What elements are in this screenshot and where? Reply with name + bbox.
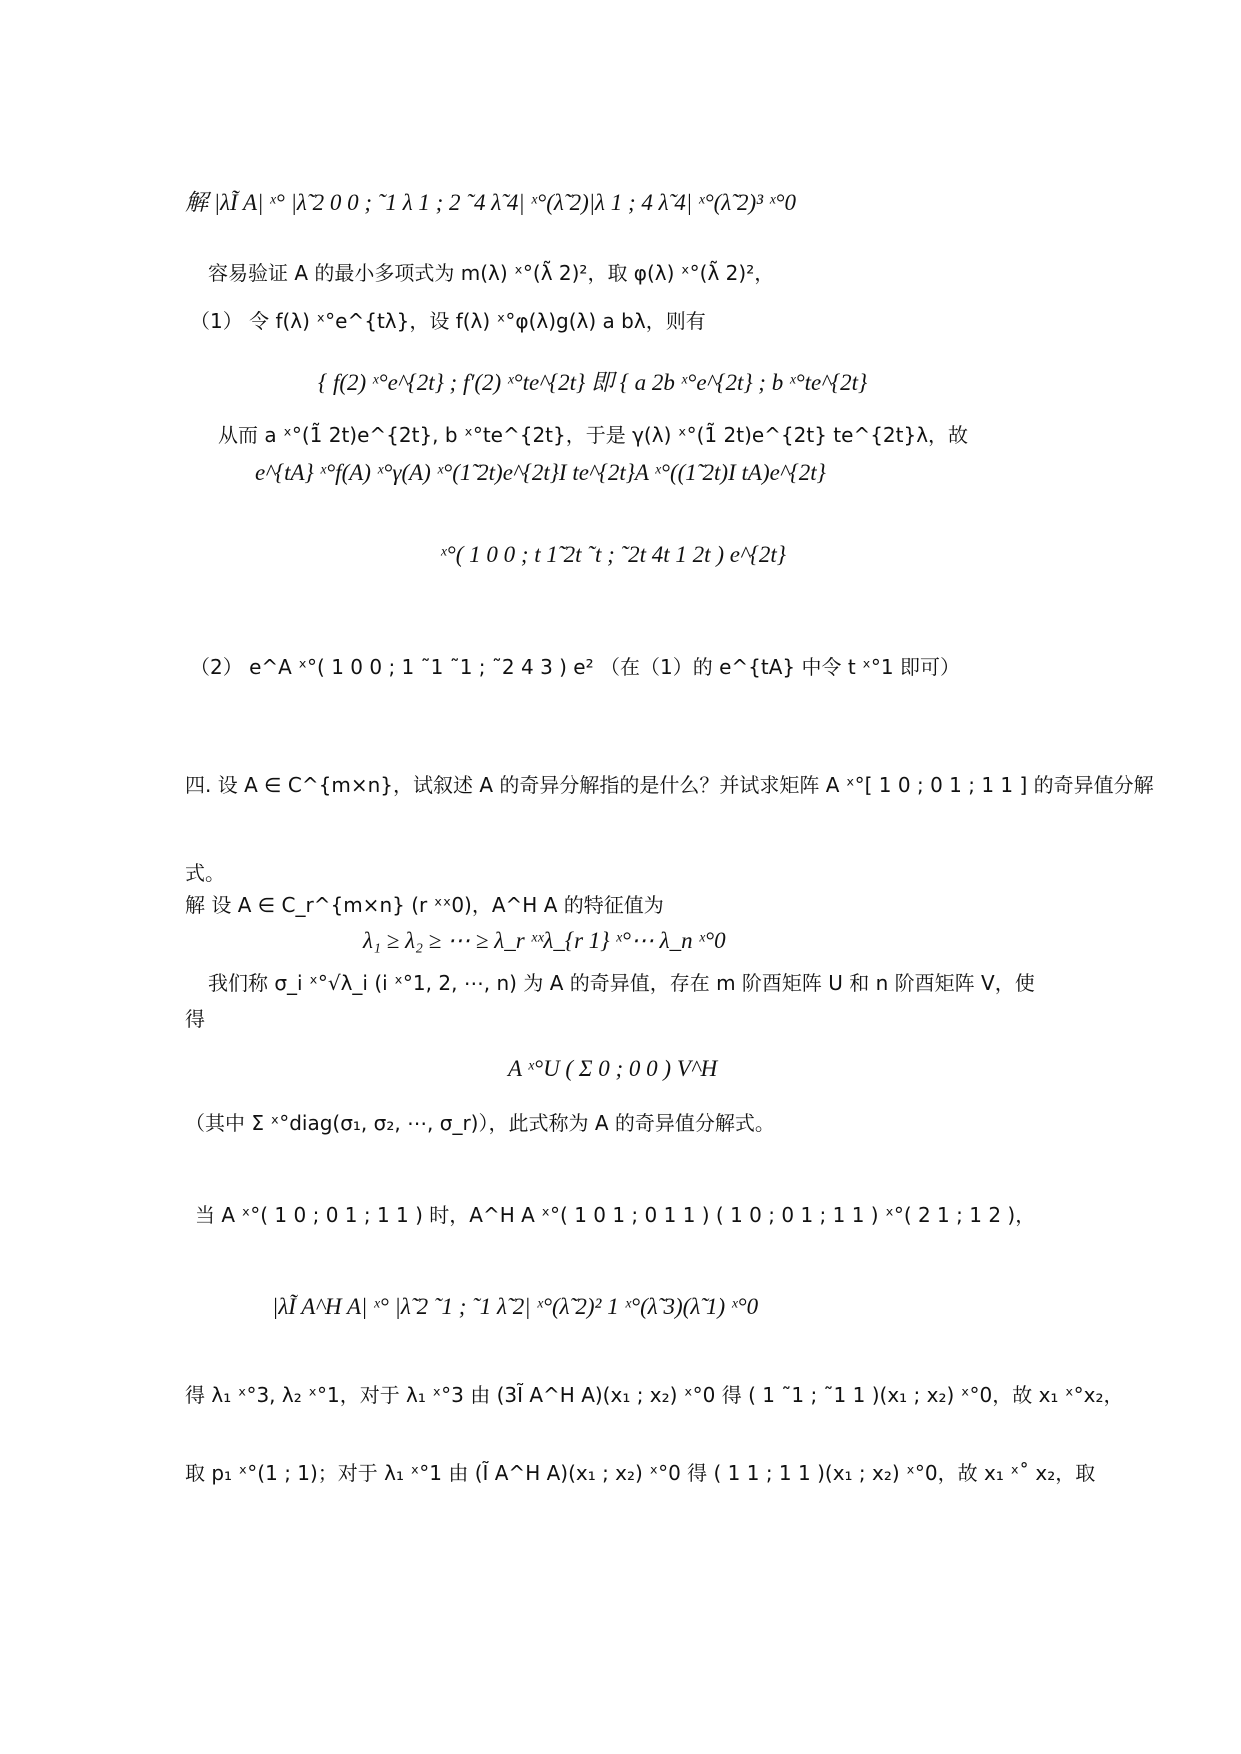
line-determinant: 解 |λĨ A| ˣ° |λ̃ 2 0 0 ; ˜1 λ 1 ; 2 ˜4 λ̃ 4| ˣ°(λ̃ 2)|λ 1 ; 4 λ̃ 4| ˣ°(λ̃ 2)³ ˣ°0 [185, 190, 797, 215]
line-AHA: 当 A ˣ°( 1 0 ; 0 1 ; 1 1 ) 时，A^H A ˣ°( 1 0 1 ; 0 1 1 ) ( 1 0 ; 0 1 ; 1 1 ) ˣ°( 2 1 ; 1 2 )， [195, 1203, 1036, 1227]
line-solution-4: 解 设 A ∈ C_r^{m×n} (r ˣˣ0)，A^H A 的特征值为 [185, 893, 664, 917]
line-etA-matrix: ˣ°( 1 0 0 ; t 1̃ 2t ˜t ; ˜2t 4t 1 2t ) e^{2t} [440, 542, 786, 567]
line-part-1: （1） 令 f(λ) ˣ°e^{tλ}，设 f(λ) ˣ°φ(λ)g(λ) a bλ，则有 [190, 309, 706, 333]
line-minimal-polynomial: 容易验证 A 的最小多项式为 m(λ) ˣ°(λ̃ 2)²，取 φ(λ) ˣ°(λ̃ 2)²， [208, 261, 775, 285]
line-etA: e^{tA} ˣ°f(A) ˣ°γ(A) ˣ°(1̃ 2t)e^{2t}I te^{2t}A ˣ°((1̃ 2t)I tA)e^{2t} [255, 460, 826, 485]
line-eigenvector-2: 取 p₁ ˣ°(1 ; 1)；对于 λ₁ ˣ°1 由 (Ĩ A^H A)(x₁ ; x₂) ˣ°0 得 ( 1 1 ; 1 1 )(x₁ ; x₂) ˣ°0，故 x₁ ˣ˚ x₂，取 [185, 1461, 1096, 1485]
line-eigen-order: λ₁ ≥ λ₂ ≥ ⋯ ≥ λ_r ˣˣλ_{r 1} ˣ°⋯ λ_n ˣ°0 [363, 928, 726, 953]
line-sigma-def: （其中 Σ ˣ°diag(σ₁, σ₂, ⋯, σ_r)），此式称为 A 的奇异值分解式。 [185, 1111, 775, 1135]
line-eigenvector-1: 得 λ₁ ˣ°3, λ₂ ˣ°1，对于 λ₁ ˣ°3 由 (3Ĩ A^H A)(x₁ ; x₂) ˣ°0 得 ( 1 ˜1 ; ˜1 1 )(x₁ ; x₂) ˣ°0，故 x₁ ˣ°x₂， [185, 1383, 1124, 1407]
line-char-poly: |λĨ A^H A| ˣ° |λ̃ 2 ˜1 ; ˜1 λ̃ 2| ˣ°(λ̃ 2)² 1 ˣ°(λ̃ 3)(λ̃ 1) ˣ°0 [272, 1294, 759, 1319]
line-singular-values-cont: 得 [185, 1007, 205, 1031]
line-part-2: （2） e^A ˣ°( 1 0 0 ; 1 ˜1 ˜1 ; ˜2 4 3 ) e² （在（1）的 e^{tA} 中令 t ˣ°1 即可） [190, 655, 960, 679]
line-svd-formula: A ˣ°U ( Σ 0 ; 0 0 ) V^H [508, 1056, 718, 1081]
line-question-4: 四. 设 A ∈ C^{m×n}，试叙述 A 的奇异分解指的是什么？并试求矩阵 A ˣ°[ 1 0 ; 0 1 ; 1 1 ] 的奇异值分解 [185, 773, 1154, 797]
line-singular-values: 我们称 σ_i ˣ°√λ_i (i ˣ°1, 2, ⋯, n) 为 A 的奇异值，存在 m 阶酉矩阵 U 和 n 阶酉矩阵 V，使 [208, 971, 1035, 995]
line-system: { f(2) ˣ°e^{2t} ; f′(2) ˣ°te^{2t} 即 { a 2b ˣ°e^{2t} ; b ˣ°te^{2t} [318, 370, 868, 395]
line-question-4-cont: 式。 [185, 861, 225, 885]
line-solution-ab: 从而 a ˣ°(1̃ 2t)e^{2t}, b ˣ°te^{2t}，于是 γ(λ) ˣ°(1̃ 2t)e^{2t} te^{2t}λ，故 [218, 423, 969, 447]
